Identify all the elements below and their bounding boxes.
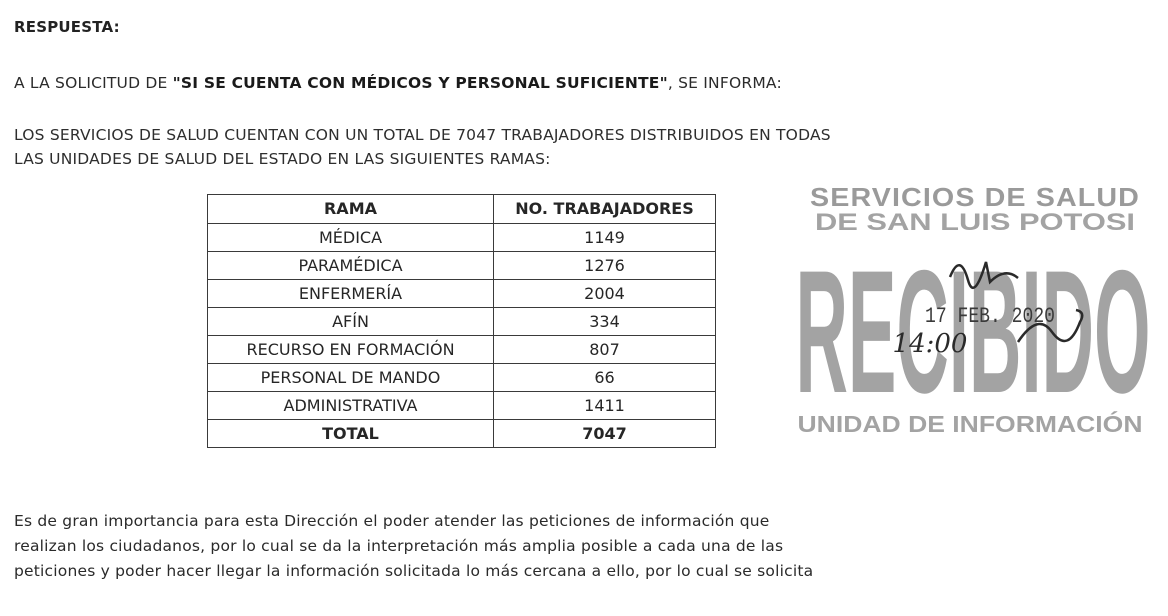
table-row xyxy=(208,308,716,336)
request-quoted: "SI SE CUENTA CON MÉDICOS Y PERSONAL SUFICIENTE" xyxy=(172,74,668,92)
table-row xyxy=(208,336,716,364)
count-cell: 334 xyxy=(494,308,716,336)
count-cell: 2004 xyxy=(494,280,716,308)
received-stamp xyxy=(790,182,1160,442)
request-suffix: , SE INFORMA: xyxy=(667,74,782,92)
paragraph-line-2: realizan los ciudadanos, por lo cual se da la interpretación más amplia posible a cada una de las xyxy=(14,537,784,555)
stamp-date: 17 FEB. 2020 xyxy=(925,304,1055,329)
header-rama: RAMA xyxy=(208,195,494,224)
table-header-row xyxy=(208,195,716,224)
rama-cell: PERSONAL DE MANDO xyxy=(208,364,494,392)
rama-cell: PARAMÉDICA xyxy=(208,252,494,280)
table-row xyxy=(208,252,716,280)
stamp-footer: UNIDAD DE INFORMACIÓN xyxy=(797,411,1097,437)
table-row xyxy=(208,364,716,392)
count-cell: 1149 xyxy=(494,224,716,252)
count-cell: 1276 xyxy=(494,252,716,280)
rama-cell: ENFERMERÍA xyxy=(208,280,494,308)
intro-line-1: LOS SERVICIOS DE SALUD CUENTAN CON UN TOTAL DE 7047 TRABAJADORES DISTRIBUIDOS EN TODAS xyxy=(14,126,831,144)
total-count-cell: 7047 xyxy=(494,420,716,448)
table-total-row xyxy=(208,420,716,448)
table-row xyxy=(208,224,716,252)
total-label-cell: TOTAL xyxy=(208,420,494,448)
paragraph-line-3: peticiones y poder hacer llegar la información solicitada lo más cercana a ello, por lo cual se solicita xyxy=(14,562,814,580)
workers-table xyxy=(207,194,716,448)
count-cell: 66 xyxy=(494,364,716,392)
rama-cell: MÉDICA xyxy=(208,224,494,252)
header-no-trabajadores: NO. TRABAJADORES xyxy=(494,195,716,224)
rama-cell: AFÍN xyxy=(208,308,494,336)
request-prefix: A LA SOLICITUD DE xyxy=(14,74,173,92)
stamp-word: RECIBIDO xyxy=(795,235,1151,430)
table-row xyxy=(208,392,716,420)
stamp-line-1: SERVICIOS DE SALUD xyxy=(810,182,1140,212)
rama-cell: ADMINISTRATIVA xyxy=(208,392,494,420)
request-line xyxy=(14,74,782,92)
response-heading: RESPUESTA: xyxy=(14,18,120,36)
table-row xyxy=(208,280,716,308)
stamp-line-2: DE SAN LUIS POTOSI xyxy=(815,209,1135,236)
count-cell: 807 xyxy=(494,336,716,364)
rama-cell: RECURSO EN FORMACIÓN xyxy=(208,336,494,364)
intro-line-2: LAS UNIDADES DE SALUD DEL ESTADO EN LAS SIGUIENTES RAMAS: xyxy=(14,150,551,168)
paragraph-line-1: Es de gran importancia para esta Dirección el poder atender las peticiones de información que xyxy=(14,512,770,530)
stamp-time: 14:00 xyxy=(892,329,968,359)
count-cell: 1411 xyxy=(494,392,716,420)
